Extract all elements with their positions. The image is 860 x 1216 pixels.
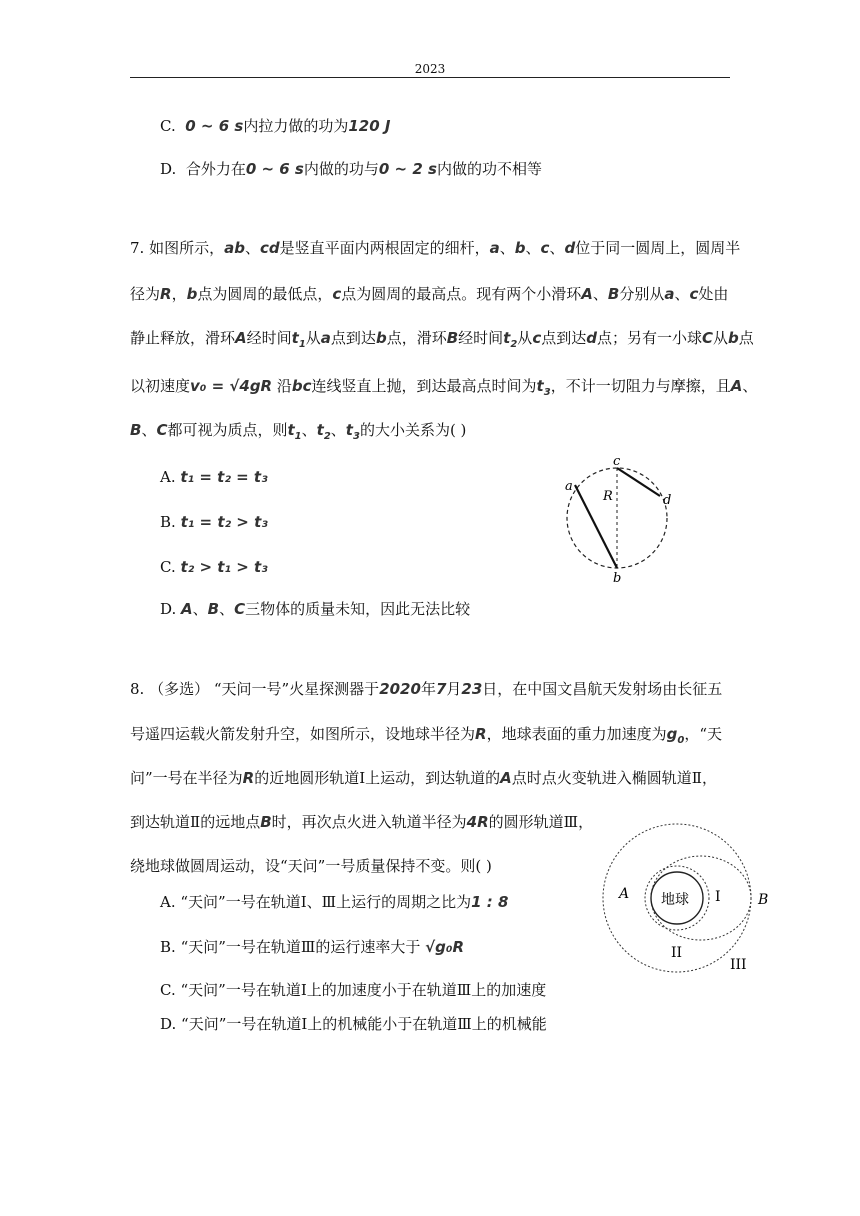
q7-line-3: 静止释放，滑环A经时间$t_1$从a点到达b点，滑环B经时间$t_2$从c点到达d点；另有一小球C从b点 — [130, 329, 754, 350]
q7-line-2: 径为R，b点为圆周的最低点，c点为圆周的最高点。现有两个小滑环A、B分别从a、c处由 — [130, 285, 729, 303]
label-b: b — [613, 571, 622, 586]
q6-option-c: C. 0 ~ 6 s内拉力做的功为120 J — [160, 117, 391, 135]
label-earth: 地球 — [661, 892, 689, 908]
label-a: A — [619, 886, 630, 902]
label-r: R — [603, 489, 613, 504]
page-header-year: 2023 — [414, 62, 446, 76]
q8-option-b: B. “天问”一号在轨道Ⅲ的运行速率大于 √g₀R — [160, 938, 465, 956]
rod-cd — [617, 468, 660, 496]
q8-option-d: D. “天问”一号在轨道Ⅰ上的机械能小于在轨道Ⅲ上的机械能 — [160, 1015, 547, 1033]
q8-line-2: 号遥四运载火箭发射升空，如图所示，设地球半径为R，地球表面的重力加速度为$g_0$，“天 — [130, 725, 722, 746]
q8-line-4: 到达轨道Ⅱ的远地点B时，再次点火进入轨道半径为4R的圆形轨道Ⅲ， — [130, 813, 594, 831]
q7-option-c: C. t₂ > t₁ > t₃ — [160, 558, 268, 576]
q8-line-3: 问”一号在半径为R的近地圆形轨道Ⅰ上运动，到达轨道的A点时点火变轨进入椭圆轨道Ⅱ， — [130, 769, 717, 787]
q8-orbit-figure — [595, 820, 785, 980]
label-orbit-iii: III — [730, 957, 747, 973]
label-orbit-i: I — [715, 889, 721, 905]
q7-option-d: D. A、B、C三物体的质量未知，因此无法比较 — [160, 600, 471, 618]
q8-option-c: C. “天问”一号在轨道Ⅰ上的加速度小于在轨道Ⅲ上的加速度 — [160, 981, 547, 999]
q8-option-a: A. “天问”一号在轨道Ⅰ、Ⅲ上运行的周期之比为1 : 8 — [160, 893, 509, 911]
label-orbit-ii: II — [671, 945, 683, 961]
q6-option-d: D. 合外力在0 ~ 6 s内做的功与0 ~ 2 s内做的功不相等 — [160, 160, 542, 178]
header-rule — [130, 77, 730, 78]
label-d: d — [663, 493, 672, 508]
q7-line-1: 7. 如图所示，ab、cd是竖直平面内两根固定的细杆，a、b、c、d位于同一圆周上，圆周半 — [130, 239, 741, 257]
label-c: c — [613, 454, 621, 469]
q7-option-b: B. t₁ = t₂ > t₃ — [160, 513, 268, 531]
q7-circle-figure — [555, 452, 685, 587]
q8-line-1: 8. （多选） “天问一号”火星探测器于2020年7月23日，在中国文昌航天发射场由长征五 — [130, 680, 723, 698]
q7-line-5: B、C都可视为质点，则$t_1$、$t_2$、$t_3$的大小关系为( ) — [130, 421, 467, 442]
label-b: B — [758, 892, 769, 908]
q7-option-a: A. t₁ = t₂ = t₃ — [160, 468, 268, 486]
label-a: a — [565, 479, 573, 494]
q7-line-4: 以初速度v₀ = √4gR 沿bc连线竖直上抛，到达最高点时间为$t_3$，不计一切阻力与摩擦，且A、 — [130, 377, 758, 398]
q8-line-5: 绕地球做圆周运动，设“天问”一号质量保持不变。则( ) — [130, 857, 492, 875]
